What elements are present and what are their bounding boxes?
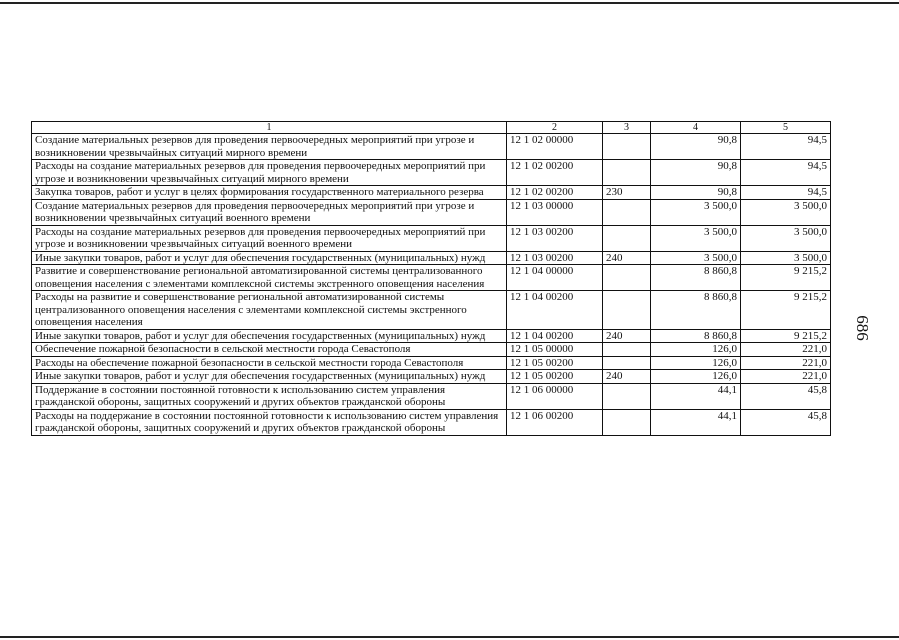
budget-table-body	[32, 122, 831, 436]
row-code-cell: 12 1 03 00200	[507, 225, 603, 251]
row-value-col5-cell: 94,5	[741, 186, 831, 200]
row-value-col4-cell: 3 500,0	[651, 199, 741, 225]
row-expense-type-cell	[603, 160, 651, 186]
row-name-cell: Расходы на поддержание в состоянии постоянной готовности к использованию систем управления гражданской обороны, защитных сооружений и других объектов гражданской обороны	[32, 409, 507, 435]
row-value-col5-cell: 9 215,2	[741, 265, 831, 291]
column-number: 2	[507, 122, 603, 134]
row-value-col5-cell: 94,5	[741, 160, 831, 186]
budget-table	[31, 121, 831, 436]
row-value-col4-cell: 8 860,8	[651, 329, 741, 343]
table-row	[32, 291, 831, 330]
table-row	[32, 160, 831, 186]
row-name-cell: Иные закупки товаров, работ и услуг для обеспечения государственных (муниципальных) нужд	[32, 251, 507, 265]
row-value-col4-cell: 3 500,0	[651, 225, 741, 251]
row-value-col5-cell: 45,8	[741, 409, 831, 435]
table-row	[32, 134, 831, 160]
row-code-cell: 12 1 02 00000	[507, 134, 603, 160]
column-number: 5	[741, 122, 831, 134]
row-value-col4-cell: 90,8	[651, 134, 741, 160]
row-name-cell: Расходы на создание материальных резервов для проведения первоочередных мероприятий при угрозе и возникновении чрезвычайных ситуаций военного времени	[32, 225, 507, 251]
row-expense-type-cell: 240	[603, 370, 651, 384]
table-row	[32, 409, 831, 435]
row-name-cell: Расходы на обеспечение пожарной безопасности в сельской местности города Севастополя	[32, 356, 507, 370]
row-value-col5-cell: 9 215,2	[741, 329, 831, 343]
row-name-cell: Расходы на развитие и совершенствование региональной автоматизированной системы централизованного оповещения населения с элементами комплексной системы экстренного оповещения населения	[32, 291, 507, 330]
row-code-cell: 12 1 06 00000	[507, 383, 603, 409]
row-name-cell: Закупка товаров, работ и услуг в целях формирования государственного материального резерва	[32, 186, 507, 200]
row-value-col4-cell: 90,8	[651, 160, 741, 186]
row-expense-type-cell	[603, 343, 651, 357]
row-value-col4-cell: 3 500,0	[651, 251, 741, 265]
row-expense-type-cell: 240	[603, 329, 651, 343]
column-number: 1	[32, 122, 507, 134]
row-expense-type-cell	[603, 356, 651, 370]
row-value-col4-cell: 126,0	[651, 343, 741, 357]
table-row	[32, 199, 831, 225]
row-code-cell: 12 1 04 00200	[507, 291, 603, 330]
row-value-col4-cell: 90,8	[651, 186, 741, 200]
row-name-cell: Развитие и совершенствование региональной автоматизированной системы централизованного оповещения населения с элементами комплексной системы экстренного оповещения населения	[32, 265, 507, 291]
row-code-cell: 12 1 06 00200	[507, 409, 603, 435]
row-value-col5-cell: 221,0	[741, 356, 831, 370]
row-code-cell: 12 1 02 00200	[507, 160, 603, 186]
row-expense-type-cell: 240	[603, 251, 651, 265]
table-row	[32, 186, 831, 200]
row-name-cell: Поддержание в состоянии постоянной готовности к использованию систем управления гражданской обороны, защитных сооружений и других объектов гражданской обороны	[32, 383, 507, 409]
row-value-col5-cell: 94,5	[741, 134, 831, 160]
scan-bottom-edge	[0, 636, 899, 638]
row-name-cell: Создание материальных резервов для проведения первоочередных мероприятий при угрозе и возникновении чрезвычайных ситуаций мирного времени	[32, 134, 507, 160]
row-value-col4-cell: 8 860,8	[651, 265, 741, 291]
row-value-col4-cell: 126,0	[651, 370, 741, 384]
row-expense-type-cell	[603, 199, 651, 225]
row-name-cell: Иные закупки товаров, работ и услуг для обеспечения государственных (муниципальных) нужд	[32, 370, 507, 384]
row-expense-type-cell	[603, 291, 651, 330]
row-value-col5-cell: 9 215,2	[741, 291, 831, 330]
row-expense-type-cell: 230	[603, 186, 651, 200]
row-expense-type-cell	[603, 409, 651, 435]
table-row	[32, 370, 831, 384]
column-number: 3	[603, 122, 651, 134]
row-value-col4-cell: 44,1	[651, 383, 741, 409]
row-code-cell: 12 1 05 00000	[507, 343, 603, 357]
row-code-cell: 12 1 04 00200	[507, 329, 603, 343]
row-value-col4-cell: 126,0	[651, 356, 741, 370]
row-value-col4-cell: 44,1	[651, 409, 741, 435]
table-row	[32, 329, 831, 343]
row-value-col5-cell: 3 500,0	[741, 199, 831, 225]
table-row	[32, 251, 831, 265]
row-code-cell: 12 1 02 00200	[507, 186, 603, 200]
row-expense-type-cell	[603, 134, 651, 160]
row-expense-type-cell	[603, 265, 651, 291]
table-row	[32, 265, 831, 291]
row-code-cell: 12 1 03 00200	[507, 251, 603, 265]
row-code-cell: 12 1 04 00000	[507, 265, 603, 291]
row-code-cell: 12 1 05 00200	[507, 356, 603, 370]
row-value-col5-cell: 45,8	[741, 383, 831, 409]
table-row	[32, 225, 831, 251]
row-value-col5-cell: 221,0	[741, 343, 831, 357]
table-row	[32, 356, 831, 370]
row-expense-type-cell	[603, 383, 651, 409]
row-value-col5-cell: 3 500,0	[741, 225, 831, 251]
table-row	[32, 343, 831, 357]
row-name-cell: Обеспечение пожарной безопасности в сельской местности города Севастополя	[32, 343, 507, 357]
row-value-col5-cell: 221,0	[741, 370, 831, 384]
page-number: 686	[853, 315, 872, 341]
scan-top-edge	[0, 2, 899, 4]
row-value-col5-cell: 3 500,0	[741, 251, 831, 265]
row-value-col4-cell: 8 860,8	[651, 291, 741, 330]
row-name-cell: Иные закупки товаров, работ и услуг для обеспечения государственных (муниципальных) нужд	[32, 329, 507, 343]
column-number: 4	[651, 122, 741, 134]
row-name-cell: Создание материальных резервов для проведения первоочередных мероприятий при угрозе и возникновении чрезвычайных ситуаций военного времени	[32, 199, 507, 225]
row-code-cell: 12 1 03 00000	[507, 199, 603, 225]
row-expense-type-cell	[603, 225, 651, 251]
table-row	[32, 383, 831, 409]
row-code-cell: 12 1 05 00200	[507, 370, 603, 384]
column-number-row	[32, 122, 831, 134]
row-name-cell: Расходы на создание материальных резервов для проведения первоочередных мероприятий при угрозе и возникновении чрезвычайных ситуаций мирного времени	[32, 160, 507, 186]
